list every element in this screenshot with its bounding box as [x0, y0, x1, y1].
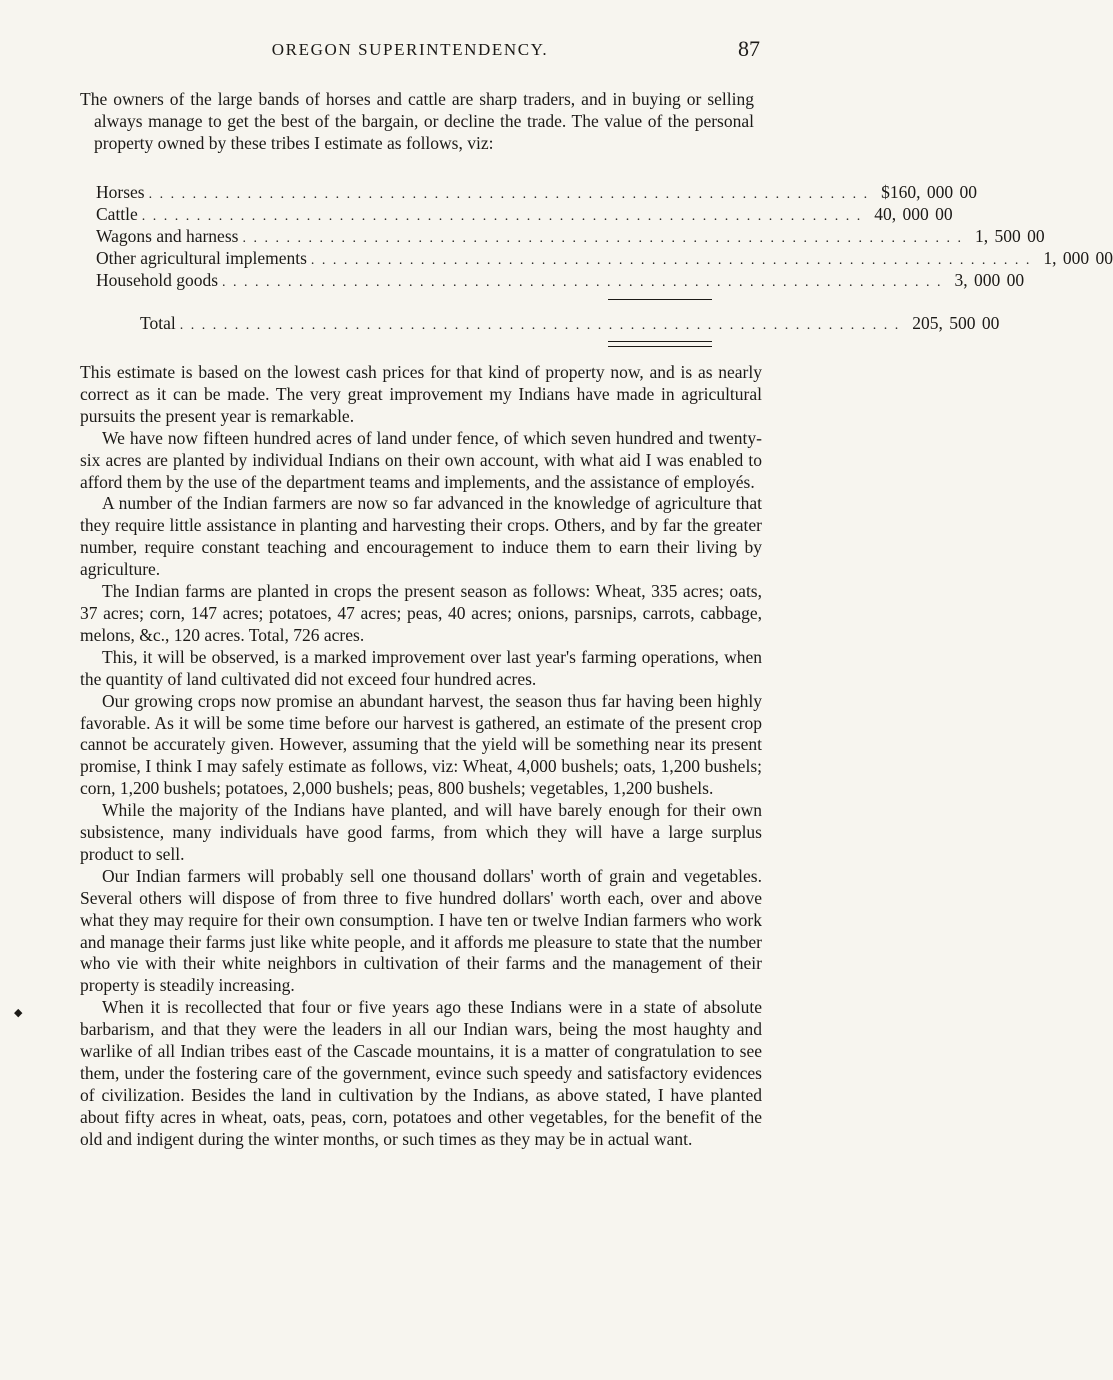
- row-amount: 40, 000 00: [874, 204, 953, 224]
- leader-dots: . . . . . . . . . . . . . . . . . . . . . . . . . . . . . . . . . . . . . . . . . . . . . . . . . . . . . . . . . . . . . . . . . .: [148, 187, 870, 202]
- row-label: Other agricultural implements: [96, 248, 307, 268]
- table-row: [96, 203, 953, 225]
- leader-dots: . . . . . . . . . . . . . . . . . . . . . . . . . . . . . . . . . . . . . . . . . . . . . . . . . . . . . . . . . . . . . . . . . .: [310, 253, 1032, 268]
- paragraph: We have now fifteen hundred acres of land under fence, of which seven hundred and twenty-six acres are planted by individual Indians on their own account, with what aid I was enabled to afford them by the use of the department teams and implements, and the assistance of employés.: [80, 427, 762, 492]
- total-amount: 205, 500 00: [912, 313, 1000, 333]
- row-amount: 1, 000 00: [1043, 248, 1113, 268]
- paragraph: A number of the Indian farmers are now so far advanced in the knowledge of agriculture that they require little assistance in planting and harvesting their crops. Others, and by far the greater number, require constant teaching and encouragement to induce them to earn their living by agriculture.: [80, 493, 762, 580]
- running-head: [60, 36, 760, 66]
- leader-dots: . . . . . . . . . . . . . . . . . . . . . . . . . . . . . . . . . . . . . . . . . . . . . . . . . . . . . . . . . . . . . . . . . .: [222, 275, 943, 290]
- running-title: OREGON SUPERINTENDENCY.: [271, 40, 549, 59]
- paragraph: Our growing crops now promise an abundant harvest, the season thus far having been highly favorable. As it will be some time before our harvest is gathered, an estimate of the present crop cannot be accurately given. However, assuming that the yield will be something near its present promise, I think I may safely estimate as follows, viz: Wheat, 4,000 bushels; oats, 1,200 bushels; corn, 1,200 bushels; potatoes, 2,000 bushels; peas, 800 bushels; vegetables, 1,200 bushels.: [80, 690, 762, 799]
- table-row: [96, 269, 1025, 291]
- row-amount: 1, 500 00: [974, 226, 1045, 246]
- row-label: Wagons and harness: [96, 226, 239, 246]
- paragraph: While the majority of the Indians have planted, and will have barely enough for their own subsistence, many individuals have good farms, from which they will have a large surplus product to sell.: [80, 800, 762, 864]
- leader-dots: . . . . . . . . . . . . . . . . . . . . . . . . . . . . . . . . . . . . . . . . . . . . . . . . . . . . . . . . . . . . . . . . . .: [242, 231, 963, 246]
- row-label: Household goods: [96, 270, 219, 290]
- paragraph: Our Indian farmers will probably sell one thousand dollars' worth of grain and vegetables. Several others will dispose of from three to five hundred dollars' worth each, over and above what they may require for their own consumption. I have ten or twelve Indian farmers who work and manage their farms just like white people, and it affords me pleasure to state that the number who vie with their white neighbors in cultivation of their farms and the management of their property is steadily increasing.: [80, 865, 762, 996]
- intro-paragraph: The owners of the large bands of horses and cattle are sharp traders, and in buying or selling always manage to get the best of the bargain, or decline the trade. The value of the personal property owned by these tribes I estimate as follows, viz:: [80, 89, 754, 153]
- paragraph: This estimate is based on the lowest cash prices for that kind of property now, and is as nearly correct as it can be made. The very great improvement my Indians have made in agricultural pursuits the present year is remarkable.: [80, 362, 762, 426]
- table-row: [96, 225, 1045, 247]
- leader-dots: . . . . . . . . . . . . . . . . . . . . . . . . . . . . . . . . . . . . . . . . . . . . . . . . . . . . . . . . . . . . . . . . . .: [141, 209, 863, 224]
- paragraph: When it is recollected that four or five years ago these Indians were in a state of absolute barbarism, and that they were the leaders in all our Indian wars, being the most haughty and warlike of all Indian tribes east of the Cascade mountains, it is a matter of congratulation to see them, under the fostering care of the government, evince such speedy and satisfactory evidences of civilization. Besides the land in cultivation by the Indians, as above stated, I have planted about fifty acres in wheat, oats, peas, corn, potatoes and other vegetables, for the benefit of the old and indigent during the winter months, or such times as they may be in actual want.: [80, 997, 762, 1149]
- paragraph: The Indian farms are planted in crops the present season as follows: Wheat, 335 acres; oats, 37 acres; corn, 147 acres; potatoes, 47 acres; peas, 40 acres; onions, parsnips, carrots, cabbage, melons, &c., 120 acres. Total, 726 acres.: [80, 581, 762, 645]
- page-number: 87: [738, 36, 760, 61]
- row-label: Cattle: [96, 204, 138, 224]
- table-row: [96, 181, 977, 203]
- row-amount: $160, 000 00: [881, 182, 977, 202]
- leader-dots: . . . . . . . . . . . . . . . . . . . . . . . . . . . . . . . . . . . . . . . . . . . . . . . . . . . . . . . . . . . . . . . . . .: [179, 318, 901, 333]
- total-label: Total: [140, 313, 176, 333]
- total-double-rule: [608, 341, 712, 347]
- paragraph: This, it will be observed, is a marked improvement over last year's farming operations, when the quantity of land cultivated did not exceed four hundred acres.: [80, 646, 762, 689]
- total-row: [140, 312, 1000, 334]
- row-amount: 3, 000 00: [954, 270, 1025, 290]
- margin-mark: ◆: [14, 1007, 23, 1019]
- table-row: [96, 247, 1113, 269]
- property-value-table: [96, 181, 1113, 333]
- row-label: Horses: [96, 182, 145, 202]
- total-rule: [608, 299, 712, 300]
- body-text: [80, 362, 762, 1151]
